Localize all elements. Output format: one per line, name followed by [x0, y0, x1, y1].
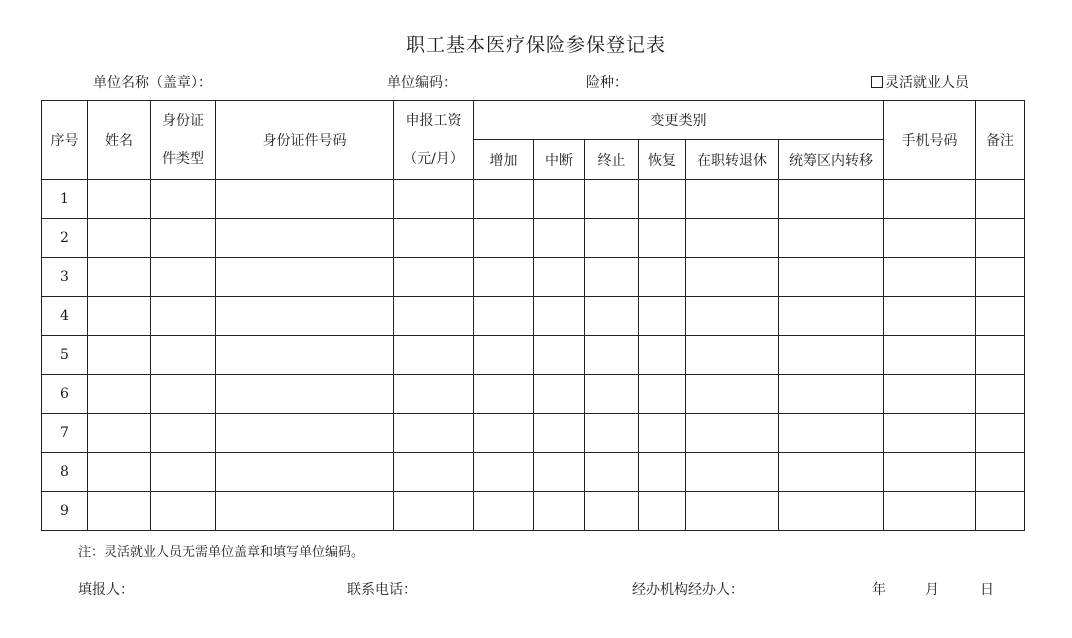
header-id-type-line1: 身份证 [162, 113, 204, 129]
form-note: 注：灵活就业人员无需单位盖章和填写单位编码。 [78, 545, 365, 560]
row-seq-cell: 6 [42, 375, 88, 414]
table-row [42, 297, 1025, 336]
row-entry-cell[interactable] [884, 219, 976, 258]
table-row [42, 375, 1025, 414]
row-entry-cell[interactable] [585, 258, 639, 297]
header-change-transfer: 统筹区内转移 [779, 140, 884, 180]
table-row [42, 258, 1025, 297]
row-entry-cell[interactable] [686, 258, 779, 297]
contact-phone-label: 联系电话： [347, 582, 417, 598]
month-label: 月 [925, 582, 939, 598]
row-entry-cell[interactable] [474, 336, 534, 375]
row-entry-cell[interactable] [639, 180, 686, 219]
row-entry-cell[interactable] [884, 297, 976, 336]
row-entry-cell[interactable] [474, 414, 534, 453]
row-entry-cell[interactable] [585, 453, 639, 492]
row-entry-cell[interactable] [151, 219, 216, 258]
row-entry-cell[interactable] [474, 258, 534, 297]
flexible-employment-option[interactable] [871, 72, 969, 92]
row-entry-cell[interactable] [585, 297, 639, 336]
row-entry-cell[interactable] [686, 219, 779, 258]
filler-label: 填报人： [78, 582, 134, 598]
row-entry-cell[interactable] [686, 297, 779, 336]
unit-code-label: 单位编码： [387, 75, 457, 91]
row-entry-cell[interactable] [394, 258, 474, 297]
row-entry-cell[interactable] [686, 180, 779, 219]
row-entry-cell[interactable] [534, 453, 585, 492]
header-change-suspend: 中断 [534, 140, 585, 180]
row-seq-cell: 3 [42, 258, 88, 297]
insurance-type-label: 险种： [586, 75, 628, 91]
row-entry-cell[interactable] [394, 219, 474, 258]
row-entry-cell[interactable] [534, 375, 585, 414]
year-label: 年 [872, 582, 886, 598]
row-entry-cell[interactable] [884, 258, 976, 297]
row-entry-cell[interactable] [88, 492, 151, 531]
header-wage-line1: 申报工资 [405, 113, 462, 129]
row-entry-cell[interactable] [88, 180, 151, 219]
row-seq-cell: 4 [42, 297, 88, 336]
row-entry-cell[interactable] [216, 336, 394, 375]
row-entry-cell[interactable] [639, 375, 686, 414]
row-entry-cell[interactable] [216, 414, 394, 453]
row-entry-cell[interactable] [216, 258, 394, 297]
row-entry-cell[interactable] [884, 180, 976, 219]
row-entry-cell[interactable] [88, 336, 151, 375]
header-name: 姓名 [88, 101, 151, 180]
row-seq-cell: 1 [42, 180, 88, 219]
row-entry-cell[interactable] [151, 453, 216, 492]
row-entry-cell[interactable] [216, 375, 394, 414]
row-entry-cell[interactable] [216, 219, 394, 258]
row-entry-cell[interactable] [884, 336, 976, 375]
row-entry-cell[interactable] [474, 453, 534, 492]
row-entry-cell[interactable] [394, 336, 474, 375]
row-seq-cell: 5 [42, 336, 88, 375]
row-entry-cell[interactable] [639, 336, 686, 375]
table-row [42, 453, 1025, 492]
row-entry-cell[interactable] [151, 336, 216, 375]
row-entry-cell[interactable] [686, 336, 779, 375]
row-entry-cell[interactable] [151, 297, 216, 336]
row-entry-cell[interactable] [151, 492, 216, 531]
row-entry-cell[interactable] [976, 219, 1025, 258]
row-entry-cell[interactable] [88, 453, 151, 492]
row-entry-cell[interactable] [639, 258, 686, 297]
row-entry-cell[interactable] [639, 414, 686, 453]
row-entry-cell[interactable] [151, 180, 216, 219]
row-entry-cell[interactable] [686, 492, 779, 531]
row-entry-cell[interactable] [779, 375, 884, 414]
row-entry-cell[interactable] [151, 375, 216, 414]
row-entry-cell[interactable] [976, 297, 1025, 336]
row-entry-cell[interactable] [88, 414, 151, 453]
row-entry-cell[interactable] [884, 492, 976, 531]
row-seq-cell: 2 [42, 219, 88, 258]
header-id-number: 身份证件号码 [216, 101, 394, 180]
row-entry-cell[interactable] [394, 180, 474, 219]
row-entry-cell[interactable] [976, 180, 1025, 219]
row-entry-cell[interactable] [151, 258, 216, 297]
row-seq-cell: 7 [42, 414, 88, 453]
row-entry-cell[interactable] [474, 180, 534, 219]
row-entry-cell[interactable] [394, 375, 474, 414]
header-phone: 手机号码 [884, 101, 976, 180]
header-wage-line2: （元/月） [403, 151, 464, 167]
row-entry-cell[interactable] [88, 258, 151, 297]
row-entry-cell[interactable] [534, 180, 585, 219]
row-entry-cell[interactable] [216, 492, 394, 531]
header-seq: 序号 [42, 101, 88, 180]
agency-handler-label: 经办机构经办人： [632, 582, 744, 598]
header-remark: 备注 [976, 101, 1025, 180]
row-entry-cell[interactable] [884, 453, 976, 492]
row-entry-cell[interactable] [474, 219, 534, 258]
table-row [42, 219, 1025, 258]
row-entry-cell[interactable] [534, 492, 585, 531]
header-change-add: 增加 [474, 140, 534, 180]
header-id-type-line2: 件类型 [162, 151, 204, 167]
table-row [42, 414, 1025, 453]
table-row [42, 492, 1025, 531]
row-entry-cell[interactable] [585, 375, 639, 414]
row-entry-cell[interactable] [976, 258, 1025, 297]
row-entry-cell[interactable] [884, 375, 976, 414]
row-entry-cell[interactable] [779, 180, 884, 219]
row-entry-cell[interactable] [976, 492, 1025, 531]
registration-table [41, 100, 1025, 531]
flexible-employment-label: 灵活就业人员 [885, 75, 969, 91]
row-entry-cell[interactable] [534, 336, 585, 375]
row-entry-cell[interactable] [474, 297, 534, 336]
row-entry-cell[interactable] [534, 297, 585, 336]
row-entry-cell[interactable] [976, 375, 1025, 414]
header-id-type [151, 101, 216, 180]
header-change-resume: 恢复 [639, 140, 686, 180]
row-entry-cell[interactable] [585, 336, 639, 375]
row-entry-cell[interactable] [976, 414, 1025, 453]
row-entry-cell[interactable] [976, 453, 1025, 492]
row-entry-cell[interactable] [394, 453, 474, 492]
header-change-terminate: 终止 [585, 140, 639, 180]
row-entry-cell[interactable] [779, 258, 884, 297]
table-row [42, 336, 1025, 375]
header-change-type: 变更类别 [474, 101, 884, 140]
row-entry-cell[interactable] [585, 492, 639, 531]
row-entry-cell[interactable] [779, 336, 884, 375]
row-entry-cell[interactable] [585, 414, 639, 453]
row-seq-cell: 8 [42, 453, 88, 492]
row-entry-cell[interactable] [686, 375, 779, 414]
row-entry-cell[interactable] [779, 414, 884, 453]
table-row [42, 180, 1025, 219]
row-entry-cell[interactable] [394, 492, 474, 531]
row-entry-cell[interactable] [88, 219, 151, 258]
row-entry-cell[interactable] [394, 297, 474, 336]
row-entry-cell[interactable] [216, 297, 394, 336]
row-entry-cell[interactable] [88, 375, 151, 414]
row-entry-cell[interactable] [686, 453, 779, 492]
row-entry-cell[interactable] [779, 492, 884, 531]
row-entry-cell[interactable] [639, 219, 686, 258]
row-entry-cell[interactable] [394, 414, 474, 453]
row-entry-cell[interactable] [585, 180, 639, 219]
row-entry-cell[interactable] [88, 297, 151, 336]
row-entry-cell[interactable] [779, 297, 884, 336]
row-entry-cell[interactable] [474, 375, 534, 414]
row-entry-cell[interactable] [884, 414, 976, 453]
flexible-employment-checkbox[interactable] [871, 76, 883, 88]
row-entry-cell[interactable] [639, 453, 686, 492]
header-wage [394, 101, 474, 180]
row-entry-cell[interactable] [976, 336, 1025, 375]
row-entry-cell[interactable] [534, 414, 585, 453]
row-entry-cell[interactable] [639, 492, 686, 531]
row-entry-cell[interactable] [151, 414, 216, 453]
day-label: 日 [980, 582, 994, 598]
row-seq-cell: 9 [42, 492, 88, 531]
row-entry-cell[interactable] [585, 219, 639, 258]
row-entry-cell[interactable] [534, 219, 585, 258]
row-entry-cell[interactable] [534, 258, 585, 297]
unit-name-label: 单位名称（盖章）： [93, 75, 212, 91]
row-entry-cell[interactable] [779, 219, 884, 258]
form-title: 职工基本医疗保险参保登记表 [405, 34, 666, 56]
row-entry-cell[interactable] [779, 453, 884, 492]
row-entry-cell[interactable] [686, 414, 779, 453]
row-entry-cell[interactable] [474, 492, 534, 531]
row-entry-cell[interactable] [216, 180, 394, 219]
row-entry-cell[interactable] [639, 297, 686, 336]
row-entry-cell[interactable] [216, 453, 394, 492]
header-change-retire: 在职转退休 [686, 140, 779, 180]
header-row-1 [42, 101, 1025, 140]
